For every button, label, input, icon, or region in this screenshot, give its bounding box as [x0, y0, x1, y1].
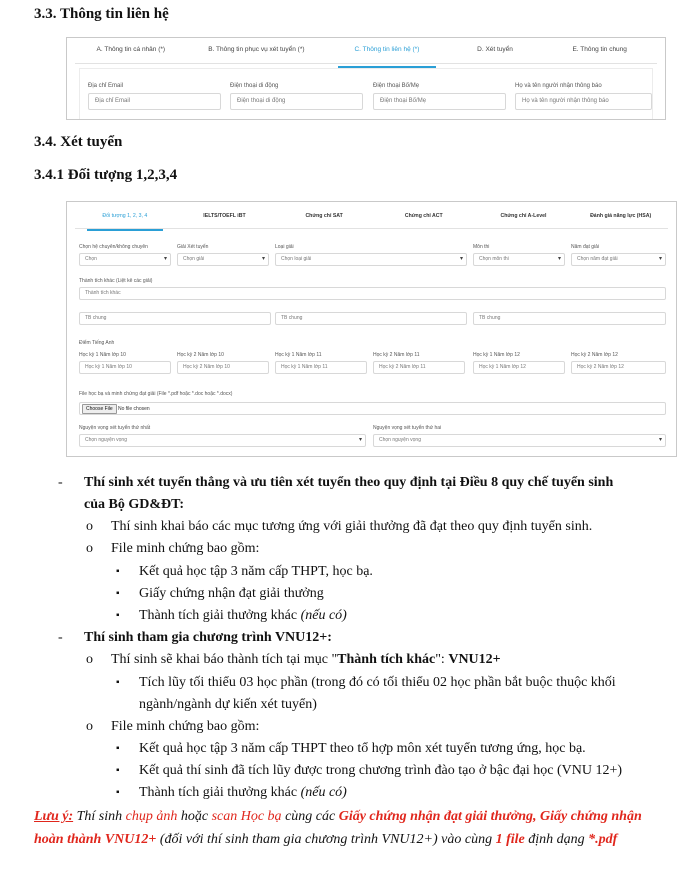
sub-declare-awards: Thí sinh khai báo các mục tương ứng với giải thưởng đã đạt theo quy định tuyển sinh.: [111, 519, 593, 534]
tab-general-info[interactable]: E. Thông tin chung: [572, 46, 627, 53]
term-group-1: [79, 352, 171, 374]
file-upload-field: [79, 402, 666, 415]
section-heading-group: 3.4.1 Đối tượng 1,2,3,4: [34, 167, 178, 183]
term-input-1[interactable]: Học kỳ 1 Năm lớp 10: [79, 361, 171, 374]
file-label-group: [79, 391, 232, 397]
tab-admission-info[interactable]: B. Thông tin phục vụ xét tuyển (*): [208, 46, 305, 53]
school-type-label: Chọn hệ chuyên/không chuyên: [79, 244, 148, 250]
term-group-2: [177, 352, 269, 374]
tab-contact-info[interactable]: C. Thông tin liên hệ (*): [326, 42, 448, 63]
email-label: Địa chỉ Email: [88, 83, 124, 89]
square-marker: ▪: [116, 743, 120, 754]
tab-sat[interactable]: Chứng chỉ SAT: [305, 213, 343, 219]
term-input-3[interactable]: Học kỳ 1 Năm lớp 11: [275, 361, 367, 374]
choose-file-button[interactable]: Choose File: [82, 404, 117, 414]
gpa-group-1: [79, 309, 271, 325]
bullet-direct-admission-cont: của Bộ GD&ĐT:: [84, 497, 185, 512]
bullet-vnu12: Thí sinh tham gia chương trình VNU12+:: [84, 630, 332, 645]
wish-1-label: Nguyện vọng xét tuyển thứ nhất: [79, 425, 151, 431]
recipient-group: [515, 83, 652, 110]
wish-2-label: Nguyện vọng xét tuyển thứ hai: [373, 425, 442, 431]
term-label-1: Học kỳ 1 Năm lớp 10: [79, 352, 126, 358]
parent-phone-field[interactable]: Điện thoại Bố/Mẹ: [373, 93, 506, 110]
sub-evidence-files-2: File minh chứng bao gồm:: [111, 719, 260, 734]
gpa-group-2: [275, 309, 467, 325]
recipient-label: Họ và tên người nhận thông báo: [515, 83, 602, 89]
item-other-awards: Thành tích giải thưởng khác (nếu có): [139, 608, 347, 623]
award-type-label: Loại giải: [275, 244, 294, 250]
admission-tabs: [75, 207, 668, 229]
item-other-awards-2: Thành tích giải thưởng khác (nếu có): [139, 785, 347, 800]
other-achievements-group: [79, 278, 666, 300]
term-label-3: Học kỳ 1 Năm lớp 11: [275, 352, 322, 358]
square-marker: ▪: [116, 765, 120, 776]
item-transcript: Kết quả học tập 3 năm cấp THPT, học bạ.: [139, 564, 373, 579]
term-label-4: Học kỳ 2 Năm lớp 11: [373, 352, 420, 358]
contact-card: [79, 68, 653, 119]
tab-hsa[interactable]: Đánh giá năng lực (HSA): [590, 213, 652, 219]
mobile-field[interactable]: Điện thoại di động: [230, 93, 363, 110]
gpa-input-2[interactable]: TB chung: [275, 312, 467, 325]
square-marker: ▪: [116, 677, 120, 688]
school-type-group: [79, 244, 171, 266]
subject-group: [473, 244, 565, 266]
contact-form-screenshot: [66, 37, 666, 120]
item-credits-cont: ngành/ngành dự kiến xét tuyển): [139, 697, 317, 712]
term-label-2: Học kỳ 2 Năm lớp 10: [177, 352, 224, 358]
circle-marker: o: [86, 652, 93, 667]
section-heading-contact: 3.3. Thông tin liên hệ: [34, 6, 169, 22]
square-marker: ▪: [116, 610, 120, 621]
term-group-3: [275, 352, 367, 374]
gpa-group-3: [473, 309, 666, 325]
circle-marker: o: [86, 541, 93, 556]
school-type-select[interactable]: Chọn ▾: [79, 253, 171, 266]
dash-marker: -: [58, 630, 63, 645]
item-transcript-combo: Kết quả học tập 3 năm cấp THPT theo tổ hợp môn xét tuyển tương ứng, học bạ.: [139, 741, 586, 756]
file-status: No file chosen: [118, 406, 150, 412]
email-group: [88, 83, 221, 110]
award-year-select[interactable]: Chọn năm đạt giải ▾: [571, 253, 666, 266]
recipient-field[interactable]: Họ và tên người nhận thông báo: [515, 93, 652, 110]
gpa-input-1[interactable]: TB chung: [79, 312, 271, 325]
section-heading-admission: 3.4. Xét tuyển: [34, 134, 123, 150]
admission-form-screenshot: [66, 201, 677, 457]
term-label-5: Học kỳ 1 Năm lớp 12: [473, 352, 520, 358]
subject-select[interactable]: Chọn môn thi ▾: [473, 253, 565, 266]
square-marker: ▪: [116, 566, 120, 577]
file-upload-label: File học bạ và minh chứng đạt giải (File *.pdf hoặc *.doc hoặc *.docx): [79, 391, 233, 397]
item-credits: Tích lũy tối thiểu 03 học phần (trong đó có tối thiểu 02 học phần bắt buộc thuộc khối: [139, 675, 616, 690]
wish-1-select[interactable]: Chọn nguyện vọng ▾: [79, 434, 366, 447]
term-group-5: [473, 352, 565, 374]
other-achievements-label: Thành tích khác (Liệt kê các giải): [79, 278, 153, 284]
tab-personal-info[interactable]: A. Thông tin cá nhân (*): [96, 46, 166, 53]
tab-admission[interactable]: D. Xét tuyển: [477, 46, 513, 53]
award-year-group: [571, 244, 666, 266]
term-input-5[interactable]: Học kỳ 1 Năm lớp 12: [473, 361, 565, 374]
admission-card: [73, 232, 670, 452]
award-group: [177, 244, 269, 266]
award-type-group: [275, 244, 467, 266]
parent-phone-label: Điện thoại Bố/Mẹ: [373, 83, 420, 89]
item-university-credits: Kết quả thí sinh đã tích lũy được trong chương trình đào tạo ở bậc đại học (VNU 12+): [139, 763, 623, 778]
english-heading-group: [79, 340, 114, 346]
award-type-select[interactable]: Chọn loại giải ▾: [275, 253, 467, 266]
mobile-group: [230, 83, 363, 110]
term-input-6[interactable]: Học kỳ 2 Năm lớp 12: [571, 361, 666, 374]
bullet-direct-admission: Thí sinh xét tuyển thẳng và ưu tiên xét tuyển theo quy định tại Điều 8 quy chế tuyển sinh: [84, 475, 614, 490]
dash-marker: -: [58, 475, 63, 490]
item-award-certificate: Giấy chứng nhận đạt giải thưởng: [139, 586, 324, 601]
subject-label: Môn thi: [473, 244, 490, 250]
circle-marker: o: [86, 519, 93, 534]
note-paragraph: Lưu ý: Thí sinh chụp ảnh hoặc scan Học bạ cùng các Giấy chứng nhận đạt giải thưởng, Giấy chứng nhận hoàn thành VNU12+ (đối với thí sinh tham gia chương trình VNU12+) vào cùng 1 file định dạng *.pdf: [34, 809, 642, 847]
award-label: Giải Xét tuyển: [177, 244, 209, 250]
circle-marker: o: [86, 719, 93, 734]
tab-act[interactable]: Chứng chỉ ACT: [404, 213, 443, 219]
term-group-4: [373, 352, 465, 374]
other-achievements-input[interactable]: Thành tích khác: [79, 287, 666, 300]
sub-evidence-files: File minh chứng bao gồm:: [111, 541, 260, 556]
sub-declare-vnu12: Thí sinh sẽ khai báo thành tích tại mục "Thành tích khác": VNU12+: [111, 652, 501, 667]
wish-2-select[interactable]: Chọn nguyện vọng ▾: [373, 434, 666, 447]
mobile-label: Điện thoại di động: [230, 83, 279, 89]
award-year-label: Năm đạt giải: [571, 244, 600, 250]
tab-group-1234[interactable]: Đối tượng 1, 2, 3, 4: [75, 207, 175, 228]
square-marker: ▪: [116, 588, 120, 599]
contact-tabs: [75, 42, 657, 64]
parent-phone-group: [373, 83, 506, 110]
square-marker: ▪: [116, 787, 120, 798]
wish-1-group: [79, 425, 366, 447]
term-group-6: [571, 352, 666, 374]
tab-ielts-toefl[interactable]: IELTS/TOEFL iBT: [203, 213, 246, 219]
wish-2-group: [373, 425, 666, 447]
term-label-6: Học kỳ 2 Năm lớp 12: [571, 352, 618, 358]
term-input-4[interactable]: Học kỳ 2 Năm lớp 11: [373, 361, 465, 374]
tab-a-level[interactable]: Chứng chỉ A-Level: [500, 213, 547, 219]
award-select[interactable]: Chọn giải ▾: [177, 253, 269, 266]
gpa-input-3[interactable]: TB chung: [473, 312, 666, 325]
term-input-2[interactable]: Học kỳ 2 Năm lớp 10: [177, 361, 269, 374]
email-field[interactable]: Địa chỉ Email: [88, 93, 221, 110]
english-score-label: Điểm Tiếng Anh: [79, 340, 115, 346]
